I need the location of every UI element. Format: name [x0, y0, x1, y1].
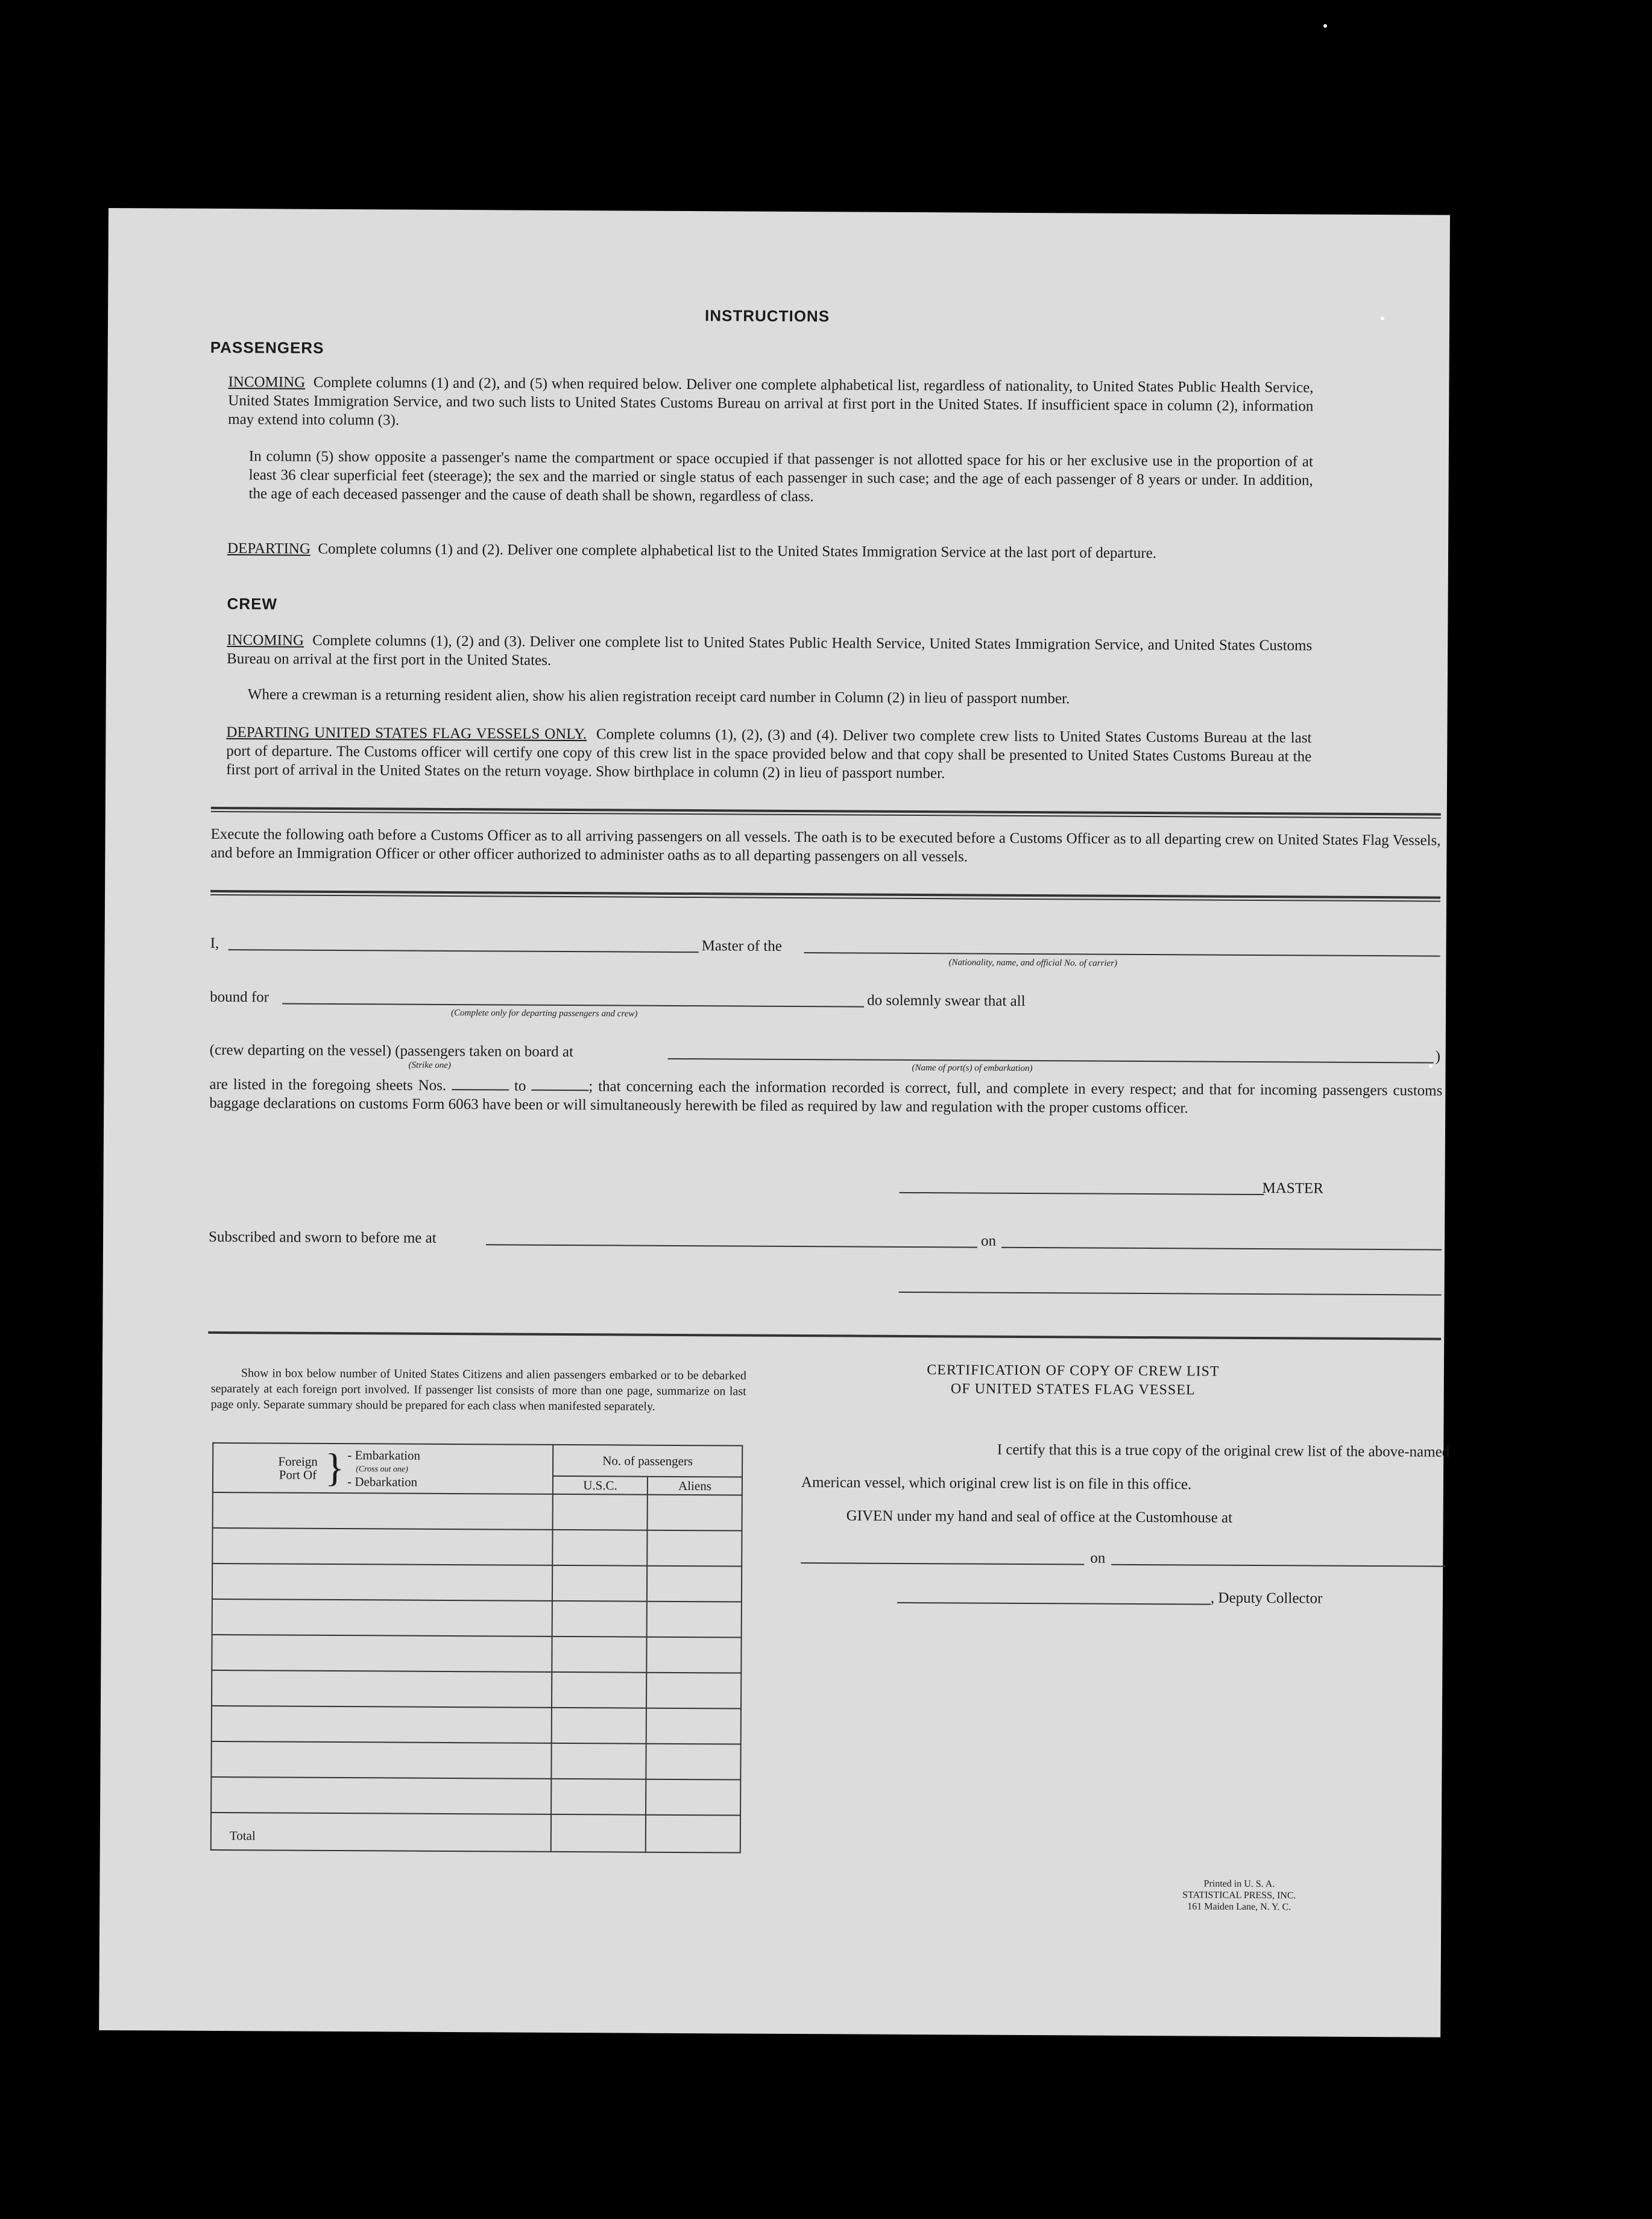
strike-one-line	[210, 1041, 573, 1061]
divider	[208, 1331, 1441, 1340]
summary-intro: Show in box below number of United States Citizens and alien passengers embarked or to be debarked separately at each foreign port involved. If passenger list consists of more than one page, summarize on last page only. Separate summary should be prepared for each class when manifested separately.	[210, 1366, 746, 1413]
passenger-summary-table	[210, 1442, 743, 1854]
nationality-caption: (Nationality, name, and official No. of carrier)	[948, 958, 1118, 968]
usc-cell[interactable]	[552, 1565, 647, 1602]
deputy-signature-field[interactable]	[897, 1602, 1211, 1605]
close-paren: )	[1435, 1048, 1441, 1065]
deputy-label: , Deputy Collector	[1210, 1589, 1323, 1607]
table-row	[213, 1492, 742, 1531]
scan-speck	[1323, 24, 1327, 28]
debarkation-option[interactable]: - Debarkation	[347, 1474, 418, 1489]
to-label: to	[514, 1078, 526, 1094]
printer-imprint	[1149, 1878, 1329, 1913]
customhouse-field[interactable]	[801, 1562, 1084, 1565]
strike-one-caption: (Strike one)	[408, 1060, 451, 1070]
usc-total-cell[interactable]	[551, 1814, 646, 1852]
port-cell[interactable]	[213, 1492, 553, 1530]
master-label: MASTER	[1262, 1180, 1323, 1197]
given-text: GIVEN under my hand and seal of office at the Customhouse at	[846, 1507, 1233, 1526]
oath-execute-text: Execute the following oath before a Customs Officer as to all arriving passengers on all vessels. The oath is to be executed before a Customs Officer as to all departing crew on United States Flag Vessels, and before an Immigration Officer or other officer authorized to administer oaths as to all departing passengers on all vessels.	[210, 825, 1441, 865]
aliens-cell[interactable]	[646, 1708, 741, 1744]
passengers-departing-label: DEPARTING	[227, 540, 311, 557]
passengers-departing-text: Complete columns (1) and (2). Deliver one complete alphabetical list to the United States Immigration Service at the last port of departure.	[318, 540, 1157, 562]
port-cell[interactable]	[212, 1564, 552, 1601]
crew-incoming-text: Complete columns (1), (2) and (3). Deliver one complete list to United States Public Health Service, United States Immigration Service, and United States Customs Bureau on arrival at the first port in the United States.	[227, 632, 1313, 669]
form-page	[99, 208, 1450, 2038]
cross-out-caption: (Cross out one)	[356, 1465, 408, 1474]
usc-cell[interactable]	[552, 1672, 646, 1708]
port-cell[interactable]	[212, 1528, 552, 1565]
listed-paragraph	[209, 1075, 1442, 1119]
total-row	[211, 1813, 740, 1853]
aliens-cell[interactable]	[647, 1602, 742, 1638]
certification-title-line1: CERTIFICATION OF COPY OF CREW LIST	[927, 1362, 1220, 1380]
table-row	[212, 1599, 742, 1638]
crew-incoming-paragraph	[227, 631, 1312, 674]
aliens-cell[interactable]	[646, 1744, 741, 1780]
crew-departing-paragraph	[226, 723, 1311, 784]
printer-line1: Printed in U. S. A.	[1203, 1878, 1275, 1890]
aliens-cell[interactable]	[646, 1637, 741, 1673]
printer-line2: STATISTICAL PRESS, INC.	[1182, 1890, 1296, 1901]
crew-resident-paragraph: Where a crewman is a returning resident alien, show his alien registration receipt card number in Column (2) in lieu of passport number.	[247, 686, 1070, 707]
swear-label: do solemnly swear that all	[867, 992, 1026, 1009]
total-label: Total	[211, 1813, 551, 1852]
table-row	[212, 1670, 741, 1709]
sworn-on-label: on	[980, 1233, 997, 1249]
bound-for-label: bound for	[210, 988, 270, 1006]
sworn-at-field[interactable]	[486, 1244, 977, 1248]
embarkation-ports-field[interactable]	[668, 1058, 1434, 1064]
i-label: I,	[210, 935, 219, 952]
printer-line3: 161 Maiden Lane, N. Y. C.	[1187, 1901, 1291, 1913]
table-row	[212, 1635, 741, 1673]
aliens-cell[interactable]	[647, 1566, 742, 1602]
sworn-date-field[interactable]	[1001, 1247, 1442, 1251]
port-cell[interactable]	[211, 1777, 551, 1814]
carrier-field[interactable]	[804, 952, 1440, 957]
master-signature-field[interactable]	[899, 1192, 1264, 1195]
subscribed-label: Subscribed and sworn to before me at	[208, 1228, 437, 1246]
certification-title-line2: OF UNITED STATES FLAG VESSEL	[950, 1381, 1196, 1398]
usc-cell[interactable]	[552, 1601, 647, 1637]
cert-on-label: on	[1090, 1550, 1106, 1567]
port-cell[interactable]	[212, 1670, 552, 1708]
aliens-header: Aliens	[648, 1477, 742, 1495]
cert-date-field[interactable]	[1111, 1564, 1446, 1567]
master-name-field[interactable]	[229, 949, 699, 953]
port-cell[interactable]	[212, 1599, 552, 1637]
crew-heading: CREW	[227, 595, 278, 613]
master-of-label: Master of the	[701, 938, 782, 955]
usc-cell[interactable]	[551, 1743, 646, 1779]
table-row	[212, 1528, 742, 1567]
passengers-incoming-paragraph	[228, 373, 1313, 434]
instructions-title: INSTRUCTIONS	[705, 306, 830, 326]
aliens-cell[interactable]	[646, 1779, 740, 1816]
listed-prefix: are listed in the foregoing sheets Nos.	[209, 1076, 447, 1094]
listed-rest: ; that concerning each the information recorded is correct, full, and complete in every respect; and that for incoming passengers customs baggage declarations on customs Form 6063 have been or will simultaneously herewith be filed as required by law and regulation with the proper customs officer.	[209, 1078, 1443, 1117]
certify-text: I certify that this is a true copy of the original crew list of the above-named	[997, 1441, 1450, 1460]
ports-caption: (Name of port(s) of embarkation)	[912, 1062, 1033, 1074]
aliens-cell[interactable]	[646, 1673, 741, 1709]
table-row	[211, 1777, 740, 1816]
table-row	[211, 1741, 740, 1780]
crew-departing-label: DEPARTING UNITED STATES FLAG VESSELS ONLY.	[226, 724, 587, 743]
no-of-passengers-header: No. of passengers	[553, 1445, 742, 1477]
passengers-incoming-label: INCOMING	[228, 374, 306, 391]
usc-header: U.S.C.	[553, 1476, 648, 1495]
usc-cell[interactable]	[552, 1708, 646, 1744]
sheet-from-field[interactable]	[452, 1078, 509, 1090]
table-row	[212, 1564, 742, 1602]
scan-speck	[1381, 317, 1384, 320]
sheet-to-field[interactable]	[531, 1079, 588, 1091]
passengers-incoming-text: Complete columns (1) and (2), and (5) when required below. Deliver one complete alphabetical list, regardless of nationality, to United States Public Health Service, United States Immigration Service, and two such lists to United States Customs Bureau on arrival at first port in the United States. If insufficient space in column (2), information may extend into column (3).	[228, 374, 1314, 429]
embarkation-option[interactable]: - Embarkation	[347, 1448, 421, 1463]
usc-cell[interactable]	[551, 1779, 646, 1815]
port-cell[interactable]	[212, 1706, 552, 1743]
scan-speck	[1429, 1064, 1433, 1068]
foreign-port-of: Foreign Port Of	[278, 1454, 318, 1482]
aliens-cell[interactable]	[648, 1495, 742, 1531]
officer-signature-field[interactable]	[899, 1292, 1442, 1296]
crew-departing-text: Complete columns (1), (2), (3) and (4). Deliver two complete crew lists to United States Customs Bureau at the last port of departure. The Customs officer will certify one copy of this crew list in the space provided below and that copy shall be presented to United States Customs Bureau at the first port of arrival in the United States on the return voyage. Show birthplace in column (2) in lieu of passport number.	[226, 726, 1312, 782]
passengers-column5-paragraph: In column (5) show opposite a passenger's name the compartment or space occupied if that passenger is not allotted space for his or her exclusive use in the proportion of at least 36 clear superficial feet (steerage); the sex and the married or single status of each passenger in such case; and the age of each passenger of 8 years or under. In addition, the age of each deceased passenger and the cause of death shall be shown, regardless of class.	[248, 448, 1313, 505]
usc-cell[interactable]	[553, 1494, 648, 1530]
crew-incoming-label: INCOMING	[227, 632, 304, 649]
brace: }	[325, 1445, 345, 1491]
usc-cell[interactable]	[552, 1637, 646, 1673]
passengers-heading: PASSENGERS	[210, 338, 324, 357]
usc-cell[interactable]	[552, 1530, 647, 1566]
complete-only-caption: (Complete only for departing passengers and crew)	[450, 1008, 638, 1019]
aliens-total-cell[interactable]	[646, 1815, 740, 1853]
aliens-cell[interactable]	[647, 1530, 742, 1567]
table-row	[212, 1706, 741, 1744]
passengers-departing-paragraph	[227, 539, 1313, 563]
port-cell[interactable]	[212, 1635, 552, 1672]
bound-for-field[interactable]	[282, 1003, 864, 1008]
passengers-taken-option[interactable]: (passengers taken on board at	[395, 1043, 574, 1061]
american-text: American vessel, which original crew list is on file in this office.	[801, 1474, 1192, 1493]
port-header	[213, 1443, 553, 1494]
certification-title	[898, 1361, 1248, 1400]
port-cell[interactable]	[211, 1741, 551, 1779]
crew-departing-option[interactable]: (crew departing on the vessel)	[209, 1041, 392, 1059]
